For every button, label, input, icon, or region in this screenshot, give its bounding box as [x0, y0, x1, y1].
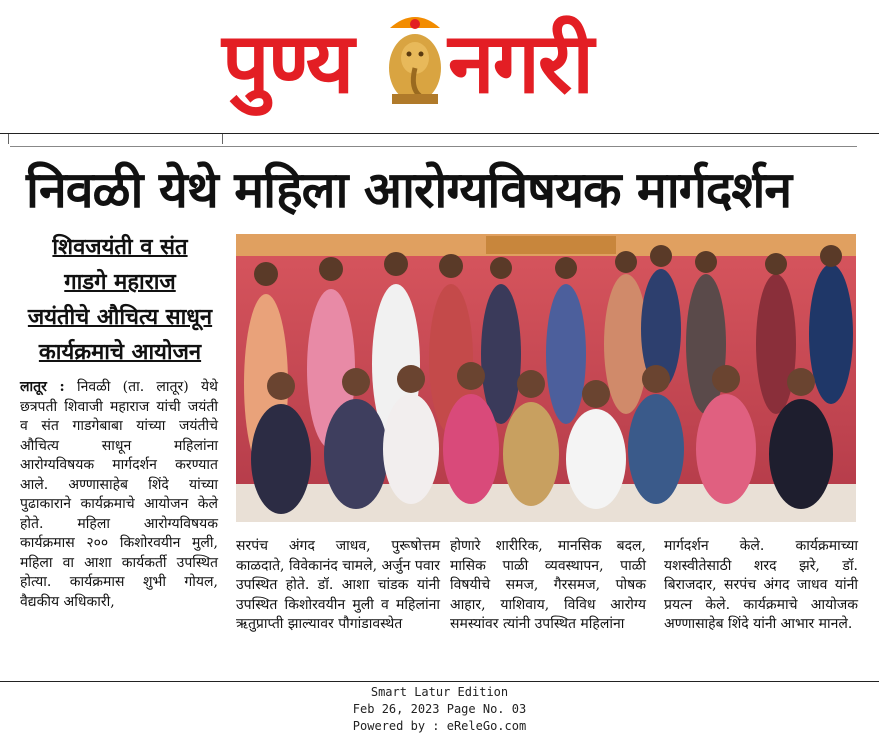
footer-divider [0, 681, 879, 682]
footer-powered-by[interactable]: Powered by : eReleGo.com [352, 719, 527, 733]
ganesha-emblem-icon [382, 10, 448, 110]
article-column-3: होणारे शारीरिक, मानसिक बदल, मासिक पाळी व्यवस्थापन, पाळी विषयीचे समज, गैरसमज, पोषक आहार, याशिवाय, विविध आरोग्य समस्यांवर त्यांनी उपस्थित महिलांना [450, 538, 646, 632]
column-mark [8, 134, 9, 144]
subheadline-line: जयंतीचे औचित्य साधून [27, 305, 213, 330]
subheadline-line: कार्यक्रमाचे आयोजन [38, 340, 202, 365]
article-column-2: सरपंच अंगद जाधव, पुरूषोत्तम काळदाते, विवेकानंद चामले, अर्जुन पवार उपस्थित होते. डॉ. आशा चांडक यांनी उपस्थित किशोरवयीन मुली व महिलांना ऋतुप्राप्ती झाल्यावर पौगांडावस्थेत [236, 538, 440, 632]
article-photo [236, 234, 856, 522]
article-column-1 [20, 378, 218, 612]
footer-date-page: Feb 26, 2023 Page No. 03 [352, 702, 527, 716]
masthead-divider [0, 133, 879, 134]
article-dateline: लातूर : [20, 379, 65, 395]
subheadline-line: गाडगे महाराज [64, 270, 176, 295]
masthead-title-right: नगरी [448, 14, 593, 112]
article-column-4: मार्गदर्शन केले. कार्यक्रमाच्या यशस्वीतेसाठी शरद झरे, डॉ. बिराजदार, सरपंच अंगद जाधव यांनी प्रयत्न केले. कार्यक्रमाचे आयोजक अण्णासाहेब शिंदे यांनी आभार मानले. [664, 538, 858, 632]
article-top-rule [10, 146, 857, 147]
masthead [0, 0, 879, 130]
column-mark [222, 134, 223, 144]
subheadline-line: शिवजयंती व संत [52, 235, 188, 260]
masthead-title-left: पुण्य [222, 14, 353, 112]
footer-edition: Smart Latur Edition [370, 685, 509, 699]
article-headline: निवळी येथे महिला आरोग्यविषयक मार्गदर्शन [26, 161, 792, 219]
article-column-1-text: निवळी (ता. लातूर) येथे छत्रपती शिवाजी महाराज यांची जयंती व संत गाडगेबाबा यांच्या जयंतीचे औचित्य साधून महिलांना आरोग्यविषयक मार्गदर्शन करण्यात आले. अण्णासाहेब शिंदे यांच्या पुढाकाराने कार्यक्रमाचे आयोजन केले होते. महिला आरोग्यविषयक कार्यक्रमास २०० किशोरवयीन मुली, महिला वा आशा कार्यकर्ती उपस्थित होत्या. कार्यक्रमास शुभी गोयल, वैद्यकीय अधिकारी, [20, 379, 219, 610]
article-subheadline [14, 230, 226, 370]
